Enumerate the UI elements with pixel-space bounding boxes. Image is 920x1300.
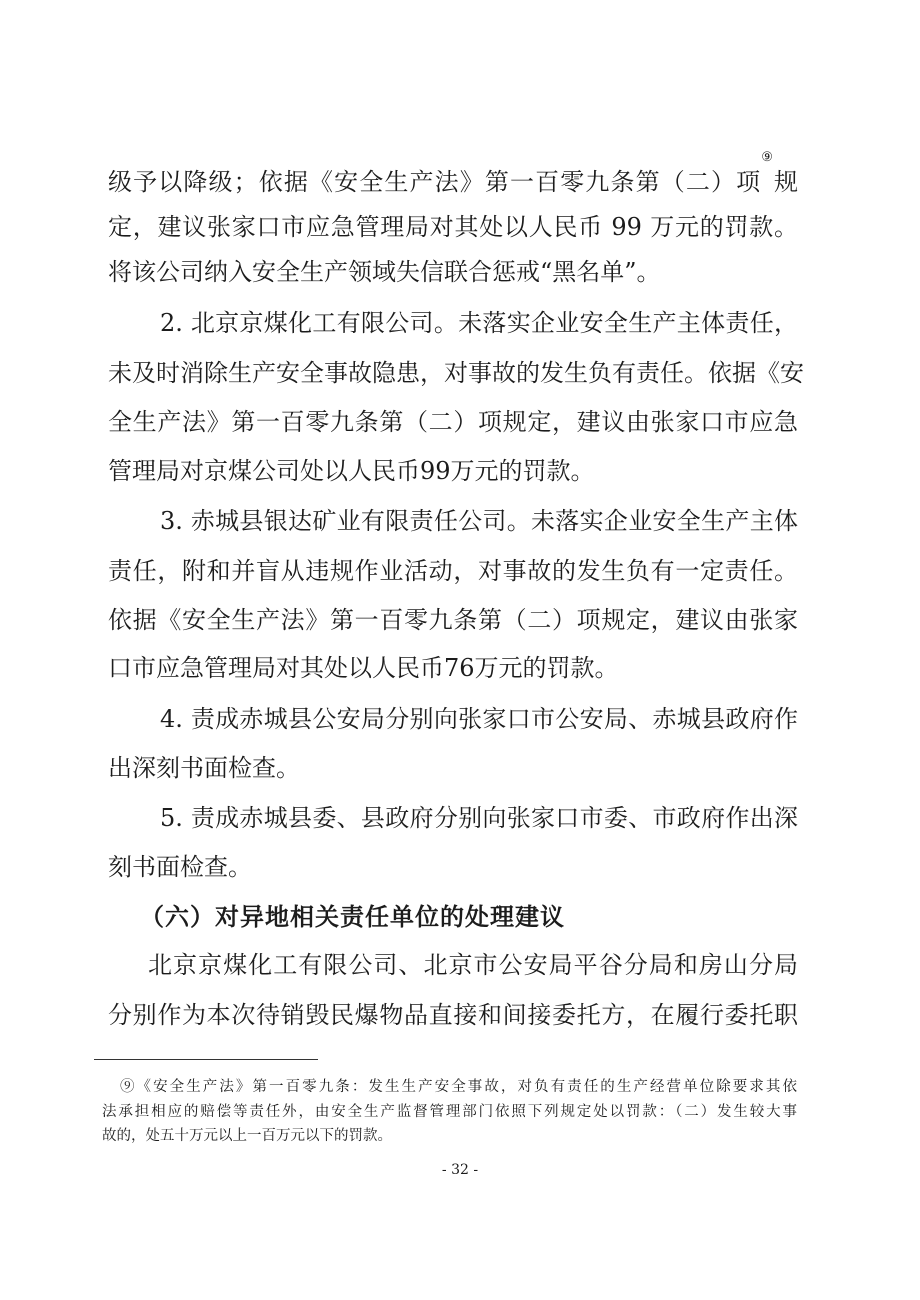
footnote-line-1: ⑨《安全生产法》第一百零九条：发生生产安全事故，对负有责任的生产经营单位除要求其依 <box>120 1079 797 1095</box>
section-heading: （六）对异地相关责任单位的处理建议 <box>140 903 565 931</box>
closing-line-1: 北京京煤化工有限公司、北京市公安局平谷分局和房山分局 <box>148 951 798 979</box>
page-number: - 32 - <box>441 1162 479 1178</box>
item-3-line-4: 口市应急管理局对其处以人民币76万元的罚款。 <box>108 654 619 682</box>
item-3-line-2: 责任，附和并盲从违规作业活动，对事故的发生负有一定责任。 <box>108 557 798 585</box>
closing-line-2: 分别作为本次待销毁民爆物品直接和间接委托方，在履行委托职 <box>108 1001 798 1029</box>
item-4-line-2: 出深刻书面检查。 <box>108 754 300 782</box>
body-line-3: 将该公司纳入安全生产领域失信联合惩戒“黑名单”。 <box>108 258 661 286</box>
body-line-1 <box>108 150 798 202</box>
footnote-line-2: 法承担相应的赔偿等责任外，由安全生产监督管理部门依照下列规定处以罚款：（二）发生较大事 <box>102 1104 797 1120</box>
footnote-reference: ⑨ <box>761 150 774 165</box>
footnote-line-3: 故的，处五十万元以上一百万元以下的罚款。 <box>102 1128 392 1144</box>
body-line-1-tail: 规 <box>774 168 798 196</box>
footnote-separator <box>94 1059 318 1060</box>
item-3-line-3: 依据《安全生产法》第一百零九条第（二）项规定，建议由张家 <box>108 606 798 634</box>
item-5-line-2: 刻书面检查。 <box>108 853 252 881</box>
item-2-line-2: 未及时消除生产安全事故隐患，对事故的发生负有责任。依据《安 <box>108 359 804 387</box>
body-line-2: 定，建议张家口市应急管理局对其处以人民币 99 万元的罚款。 <box>108 213 798 241</box>
item-3-line-1: 3. 赤城县银达矿业有限责任公司。未落实企业安全生产主体 <box>160 507 798 535</box>
item-2-line-3: 全生产法》第一百零九条第（二）项规定，建议由张家口市应急 <box>108 408 798 436</box>
item-2-line-1: 2. 北京京煤化工有限公司。未落实企业安全生产主体责任， <box>160 309 798 337</box>
item-4-line-1: 4. 责成赤城县公安局分别向张家口市公安局、赤城县政府作 <box>160 705 798 733</box>
body-line-1-text: 级予以降级；依据《安全生产法》第一百零九条第（二）项 <box>108 168 762 196</box>
item-5-line-1: 5. 责成赤城县委、县政府分别向张家口市委、市政府作出深 <box>160 804 798 832</box>
item-2-line-4: 管理局对京煤公司处以人民币99万元的罚款。 <box>108 457 595 485</box>
